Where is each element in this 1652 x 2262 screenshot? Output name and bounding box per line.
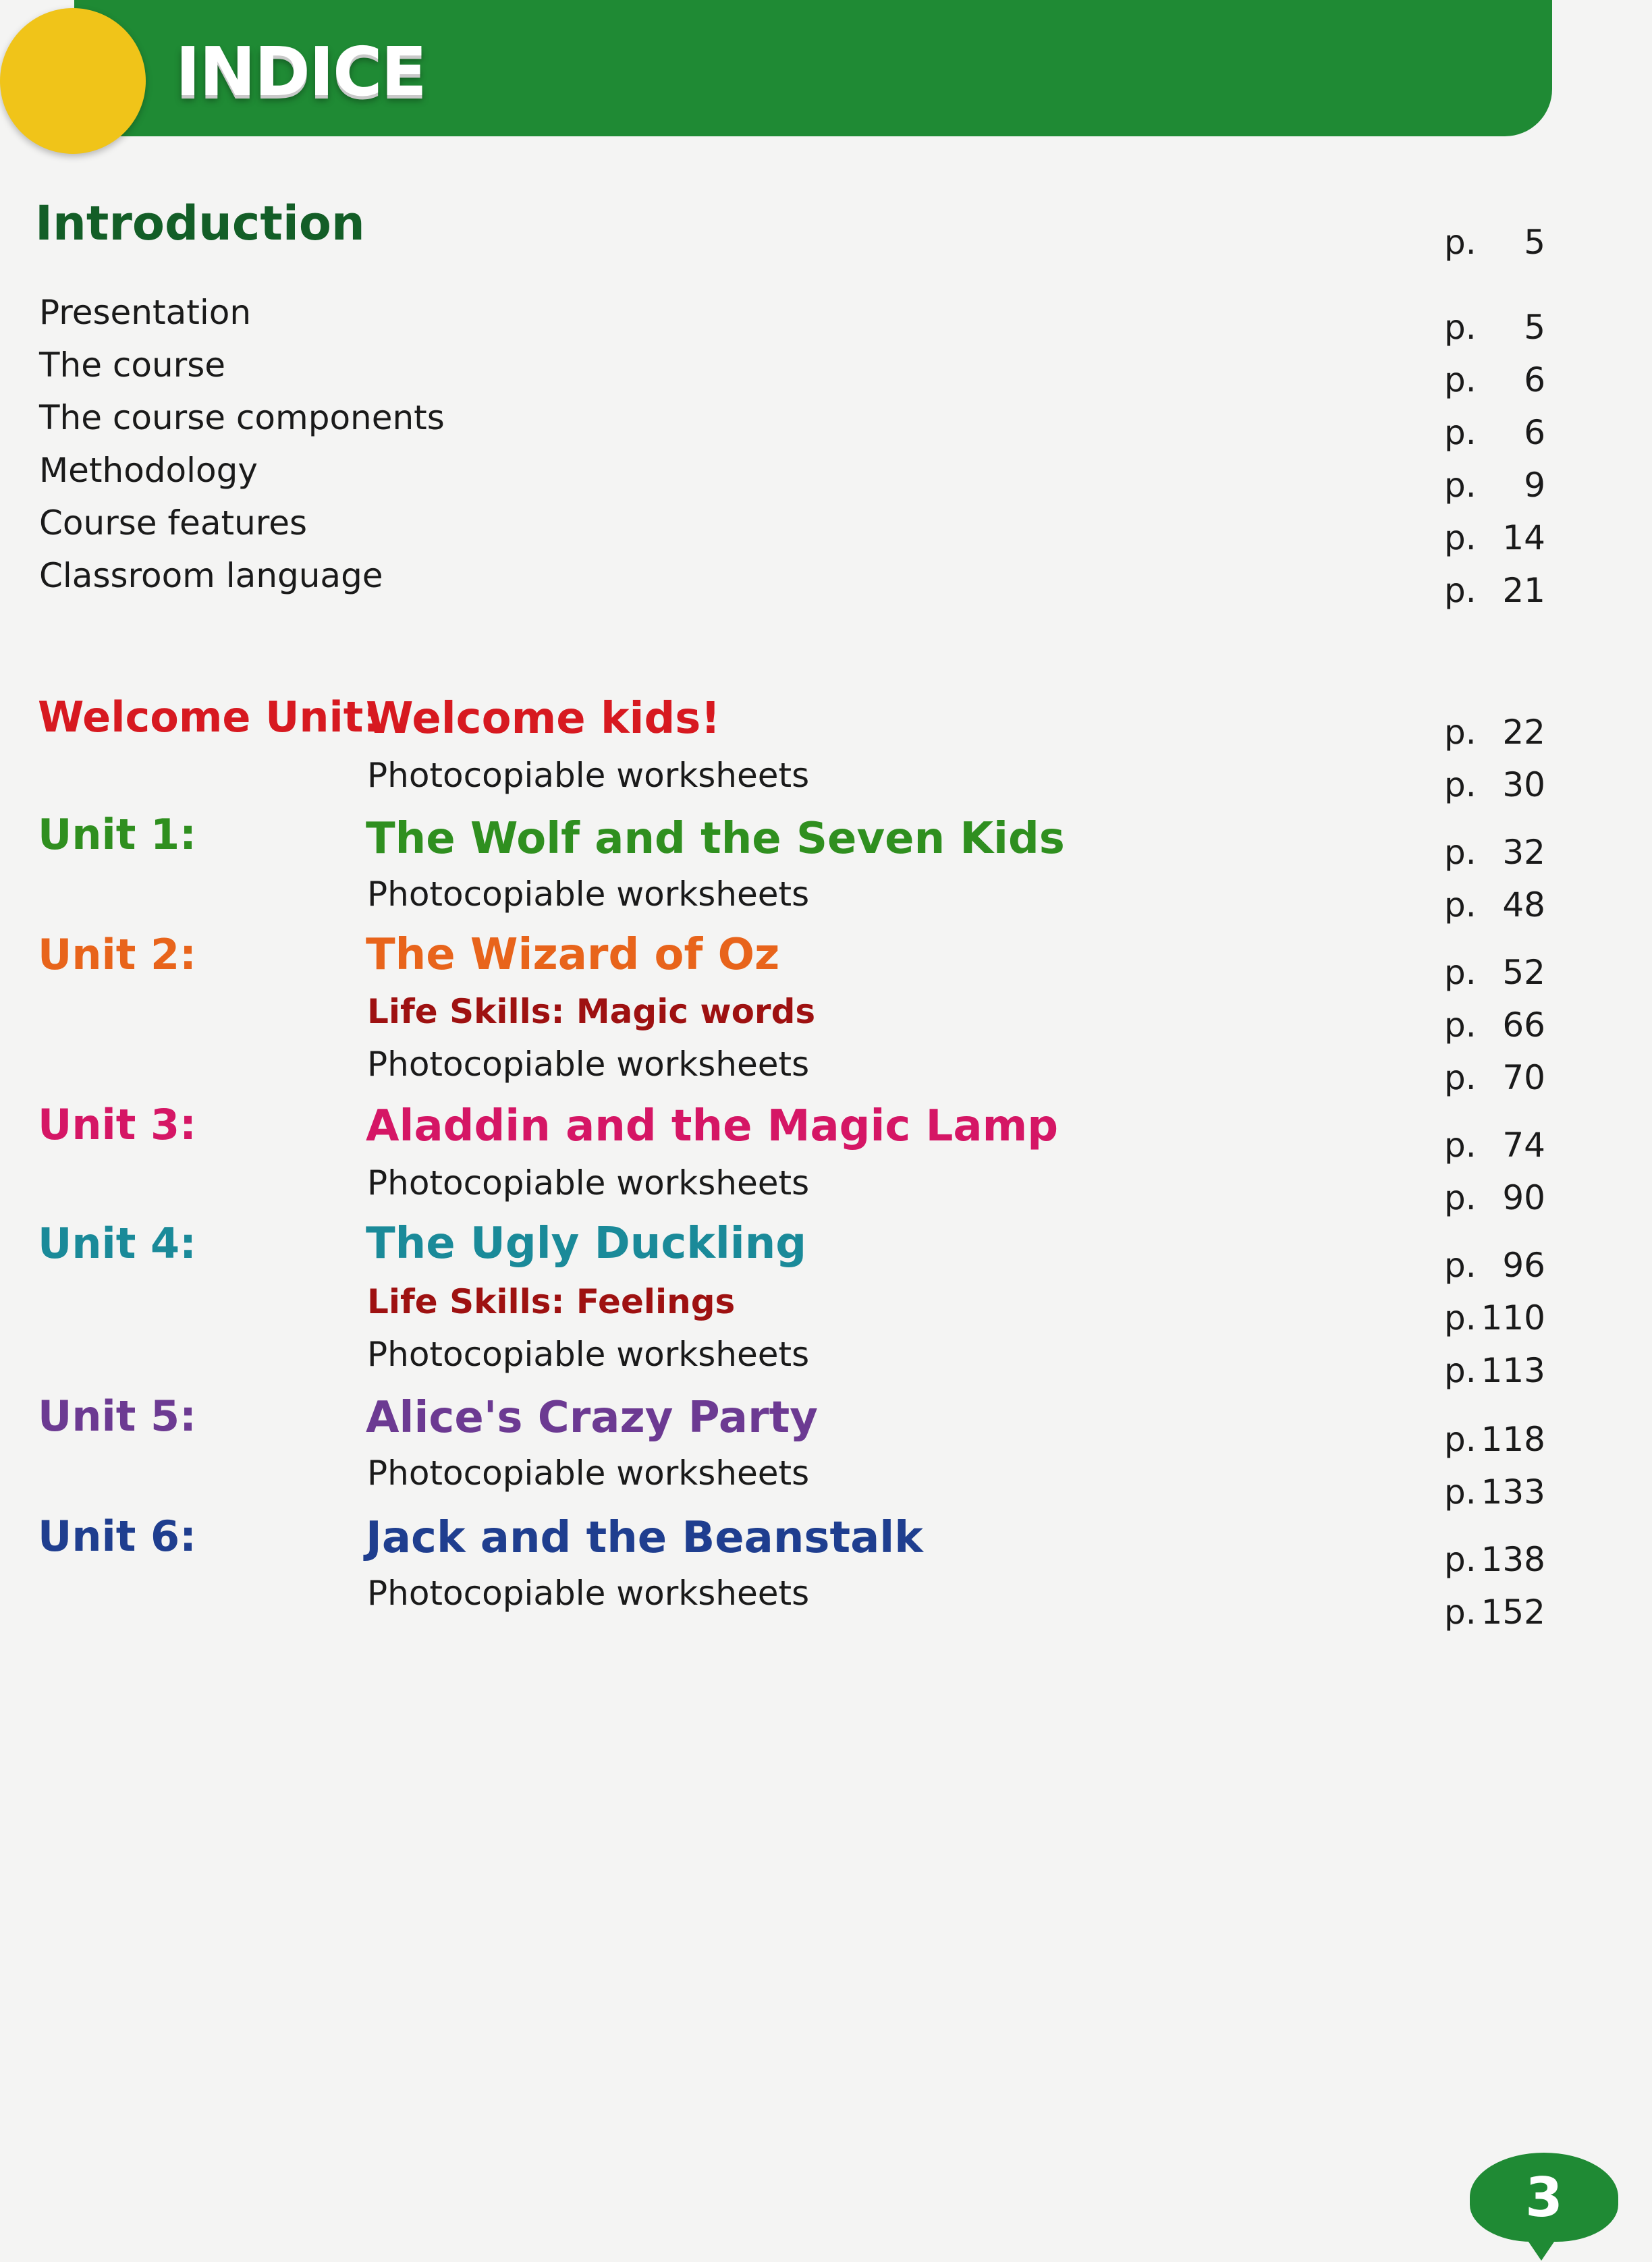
page-prefix: p.: [1444, 1540, 1477, 1579]
page-number: 133: [1481, 1472, 1545, 1512]
unit-title-6: Jack and the Beanstalk: [366, 1513, 923, 1563]
page-number: 138: [1481, 1540, 1545, 1579]
page-number: 5: [1524, 223, 1545, 262]
intro-heading-page: [1444, 223, 1545, 262]
unit-life-skills-page: [1444, 1005, 1545, 1045]
page-number-text: 3: [1525, 2166, 1563, 2229]
unit-worksheets-page: [1444, 1058, 1545, 1097]
unit-worksheets-page: [1444, 885, 1545, 925]
page-prefix: p.: [1444, 885, 1477, 925]
page-number: 152: [1481, 1593, 1545, 1632]
page-prefix: p.: [1444, 571, 1477, 610]
page-number: 6: [1524, 360, 1545, 399]
page-prefix: p.: [1444, 466, 1477, 505]
unit-worksheets-page: [1444, 1472, 1545, 1512]
page-number: 32: [1502, 833, 1545, 872]
unit-label-5: Unit 5:: [38, 1391, 196, 1441]
page-number: 22: [1502, 713, 1545, 752]
unit-title-1: The Wolf and the Seven Kids: [366, 814, 1065, 864]
unit-label-welcome: Welcome Unit:: [38, 692, 381, 742]
page-number: 96: [1502, 1246, 1545, 1285]
unit-title-5: Alice's Crazy Party: [366, 1393, 818, 1443]
unit-worksheets: Photocopiable worksheets: [367, 1574, 810, 1613]
intro-item-page: [1444, 518, 1545, 557]
unit-worksheets-page: [1444, 765, 1545, 804]
page-number: 6: [1524, 413, 1545, 452]
page-prefix: p.: [1444, 223, 1477, 262]
page-prefix: p.: [1444, 1420, 1477, 1459]
intro-heading: Introduction: [35, 196, 365, 251]
unit-label-4: Unit 4:: [38, 1219, 196, 1268]
page-prefix: p.: [1444, 1246, 1477, 1285]
intro-item-page: [1444, 413, 1545, 452]
unit-title-page: [1444, 1420, 1545, 1459]
unit-title-page: [1444, 1126, 1545, 1165]
page-number: 9: [1524, 466, 1545, 505]
unit-worksheets: Photocopiable worksheets: [367, 1454, 810, 1493]
unit-life-skills-page: [1444, 1298, 1545, 1337]
page-number: 52: [1502, 953, 1545, 992]
intro-item-page: [1444, 571, 1545, 610]
unit-worksheets-page: [1444, 1593, 1545, 1632]
unit-title-4: The Ugly Duckling: [366, 1219, 807, 1269]
unit-life-skills: Life Skills: Feelings: [367, 1282, 736, 1321]
page-number: 113: [1481, 1351, 1545, 1390]
unit-label-1: Unit 1:: [38, 810, 196, 859]
unit-title-page: [1444, 713, 1545, 752]
page-prefix: p.: [1444, 1005, 1477, 1045]
intro-item-presentation: Presentation: [39, 293, 252, 332]
unit-title-page: [1444, 833, 1545, 872]
unit-title-welcome: Welcome kids!: [366, 694, 721, 744]
page-number: 110: [1481, 1298, 1545, 1337]
unit-label-3: Unit 3:: [38, 1100, 196, 1149]
page-number: 30: [1502, 765, 1545, 804]
page-number: 90: [1502, 1178, 1545, 1217]
unit-worksheets: Photocopiable worksheets: [367, 1335, 810, 1374]
unit-worksheets: Photocopiable worksheets: [367, 1163, 810, 1203]
unit-title-page: [1444, 953, 1545, 992]
page-prefix: p.: [1444, 1126, 1477, 1165]
page-number: 118: [1481, 1420, 1545, 1459]
page-prefix: p.: [1444, 1351, 1477, 1390]
unit-title-page: [1444, 1246, 1545, 1285]
unit-worksheets: Photocopiable worksheets: [367, 875, 810, 914]
unit-worksheets-page: [1444, 1178, 1545, 1217]
unit-title-page: [1444, 1540, 1545, 1579]
unit-life-skills: Life Skills: Magic words: [367, 992, 816, 1031]
unit-worksheets: Photocopiable worksheets: [367, 1045, 810, 1084]
page-prefix: p.: [1444, 1472, 1477, 1512]
page-prefix: p.: [1444, 360, 1477, 399]
page-prefix: p.: [1444, 765, 1477, 804]
intro-item-methodology: Methodology: [39, 451, 258, 490]
intro-item-page: [1444, 466, 1545, 505]
intro-item-components: The course components: [39, 398, 445, 437]
page-prefix: p.: [1444, 518, 1477, 557]
page-title: INDICE: [175, 32, 426, 111]
page-prefix: p.: [1444, 413, 1477, 452]
page-prefix: p.: [1444, 713, 1477, 752]
intro-item-page: [1444, 308, 1545, 347]
unit-title-3: Aladdin and the Magic Lamp: [366, 1101, 1059, 1151]
intro-item-course: The course: [39, 346, 226, 385]
intro-item-page: [1444, 360, 1545, 399]
unit-worksheets: Photocopiable worksheets: [367, 756, 810, 795]
unit-label-6: Unit 6:: [38, 1512, 196, 1561]
page-number: 66: [1502, 1005, 1545, 1045]
page-prefix: p.: [1444, 1298, 1477, 1337]
page-number: 21: [1502, 571, 1545, 610]
unit-label-2: Unit 2:: [38, 930, 196, 979]
unit-worksheets-page: [1444, 1351, 1545, 1390]
page-prefix: p.: [1444, 833, 1477, 872]
page-prefix: p.: [1444, 1593, 1477, 1632]
page-number: 74: [1502, 1126, 1545, 1165]
intro-item-features: Course features: [39, 503, 308, 543]
page-number-badge: [1470, 2153, 1618, 2242]
intro-item-classroom-language: Classroom language: [39, 556, 383, 595]
header-circle-decoration: [0, 8, 146, 154]
page-number: 48: [1502, 885, 1545, 925]
page-number: 14: [1502, 518, 1545, 557]
page-number: 70: [1502, 1058, 1545, 1097]
page-prefix: p.: [1444, 308, 1477, 347]
page-prefix: p.: [1444, 953, 1477, 992]
page-prefix: p.: [1444, 1058, 1477, 1097]
page-prefix: p.: [1444, 1178, 1477, 1217]
page-number: 5: [1524, 308, 1545, 347]
unit-title-2: The Wizard of Oz: [366, 930, 780, 980]
